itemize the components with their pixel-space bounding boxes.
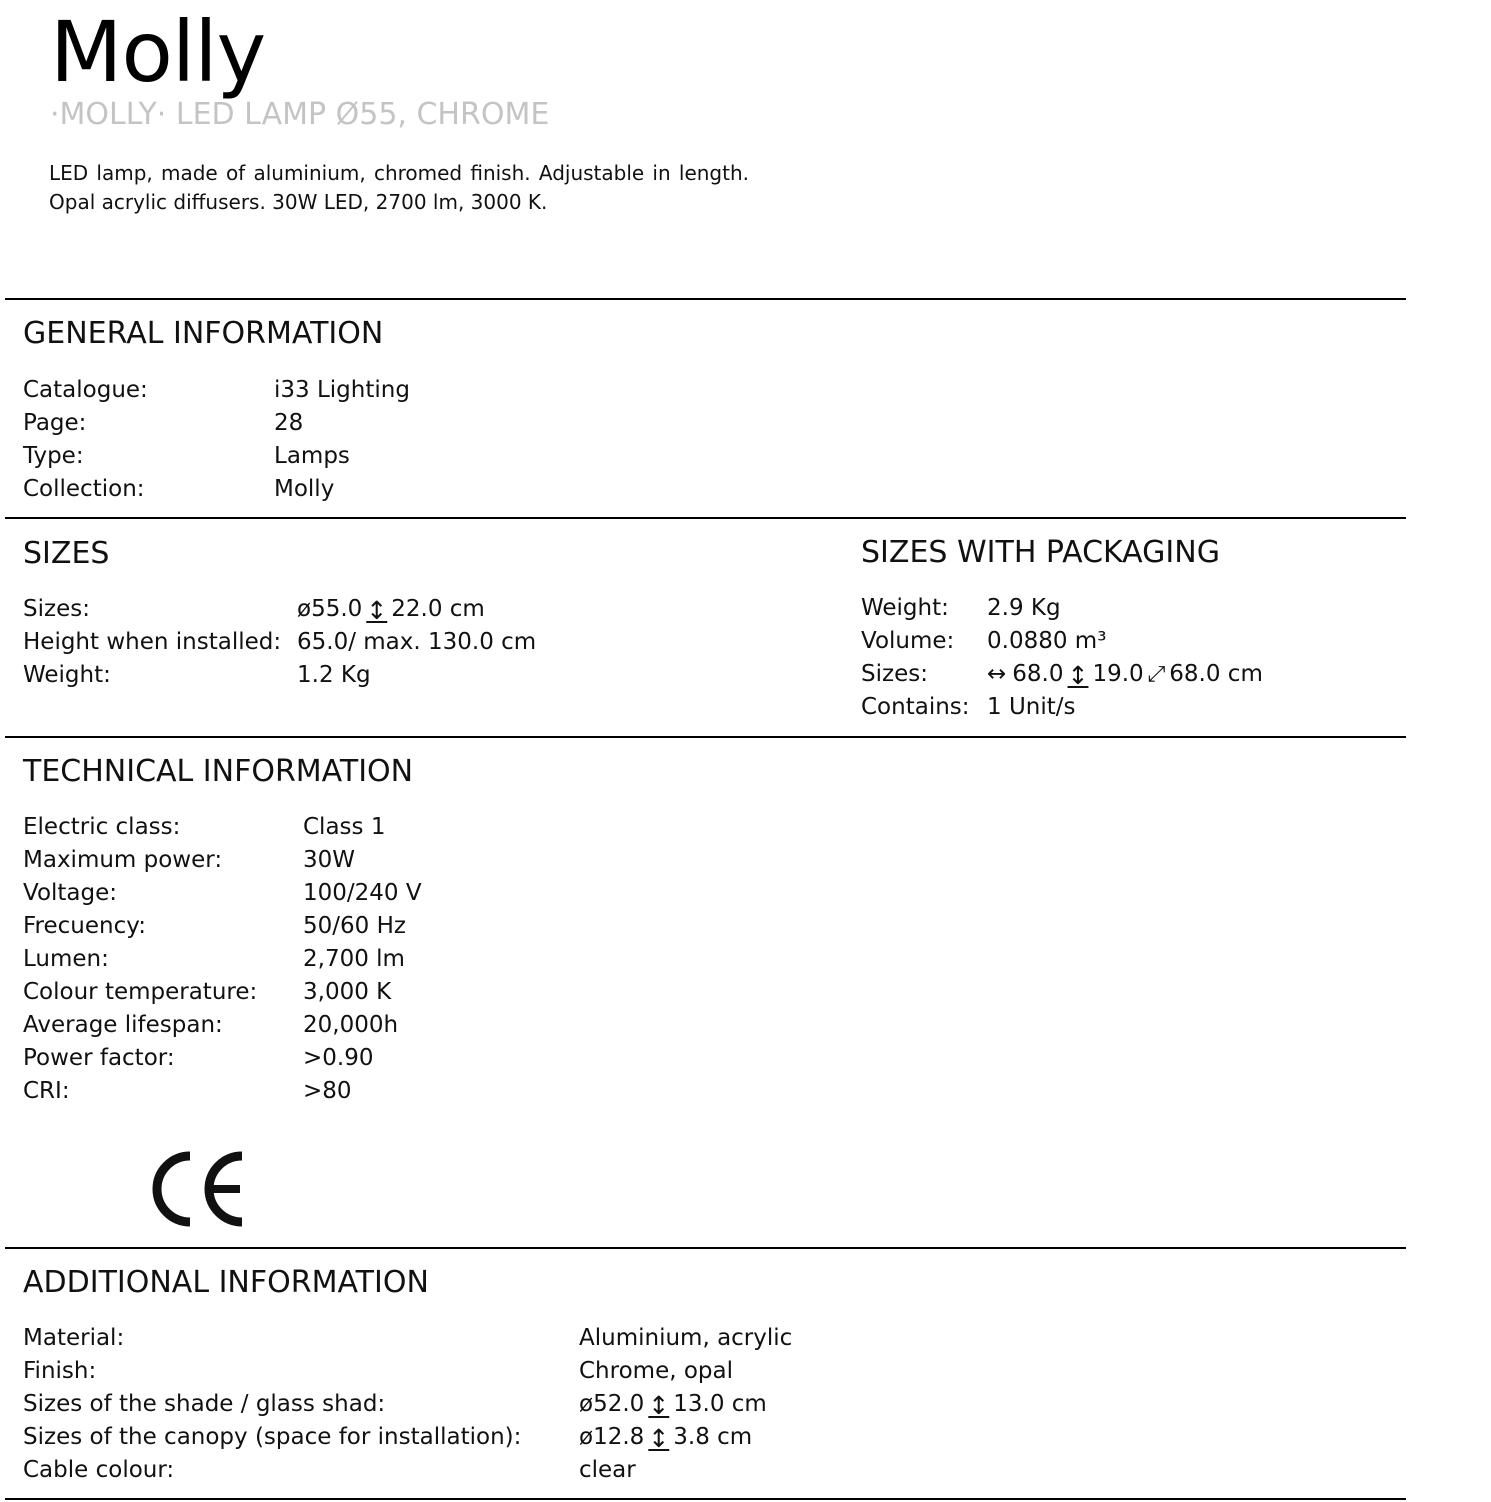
info-value: 100/240 V (303, 880, 422, 906)
info-value (579, 1388, 767, 1421)
info-label: Sizes: (861, 661, 928, 687)
info-label: Electric class: (23, 814, 181, 840)
packaging-heading: SIZES WITH PACKAGING (861, 535, 1220, 570)
info-value: Molly (274, 476, 335, 502)
section-divider (5, 1247, 1406, 1249)
info-row (23, 593, 536, 626)
info-label: Height when installed: (23, 629, 282, 655)
info-label: Cable colour: (23, 1457, 175, 1483)
info-row (23, 473, 410, 506)
height-value: 22.0 cm (391, 596, 485, 622)
product-subtitle: ·MOLLY· LED LAMP Ø55, CHROME (50, 97, 550, 132)
info-label: Sizes of the shade / glass shad: (23, 1391, 386, 1417)
ce-mark-icon (150, 1148, 250, 1230)
info-value: Aluminium, acrylic (579, 1325, 793, 1351)
info-value: 50/60 Hz (303, 913, 406, 939)
info-row (861, 625, 1263, 658)
info-label: Catalogue: (23, 377, 148, 403)
info-row (23, 1388, 792, 1421)
info-label: Voltage: (23, 880, 118, 906)
info-row (861, 592, 1263, 625)
info-row (23, 440, 410, 473)
diameter-value: ø55.0 (297, 596, 363, 622)
info-label: Lumen: (23, 946, 109, 972)
info-label: Volume: (861, 628, 955, 654)
info-label: Finish: (23, 1358, 97, 1384)
info-label: Sizes of the canopy (space for installation): (23, 1424, 522, 1450)
info-label: CRI: (23, 1078, 70, 1104)
sizes-heading: SIZES (23, 536, 110, 571)
height-value: 13.0 cm (673, 1391, 767, 1417)
info-row (23, 811, 422, 844)
info-label: Contains: (861, 694, 970, 720)
width-value: 68.0 (1012, 661, 1064, 687)
section-divider (5, 736, 1406, 738)
info-row (23, 976, 422, 1009)
depth-value: 68.0 cm (1169, 661, 1263, 687)
info-value: 0.0880 m³ (987, 628, 1107, 654)
info-value: 20,000h (303, 1012, 399, 1038)
info-row (861, 658, 1263, 691)
height-arrow-icon: ↕ (366, 596, 388, 625)
info-label: Frecuency: (23, 913, 146, 939)
height-arrow-icon: ↕ (1067, 661, 1089, 690)
product-description (49, 159, 749, 217)
info-value: Class 1 (303, 814, 386, 840)
info-value: 30W (303, 847, 356, 873)
info-value: clear (579, 1457, 636, 1483)
general-heading: GENERAL INFORMATION (23, 316, 384, 351)
description-line: Opal acrylic diffusers. 30W LED, 2700 lm, 3000 K. (49, 190, 548, 214)
width-arrow-icon: ↔ (987, 661, 1007, 687)
diameter-value: ø52.0 (579, 1391, 645, 1417)
height-value: 19.0 (1092, 661, 1144, 687)
info-value: 1.2 Kg (297, 662, 371, 688)
info-row (23, 943, 422, 976)
info-label: Sizes: (23, 596, 90, 622)
info-label: Maximum power: (23, 847, 223, 873)
info-label: Power factor: (23, 1045, 175, 1071)
info-row (23, 659, 536, 692)
description-line: LED lamp, made of aluminium, chromed finish. Adjustable in length. (49, 161, 749, 185)
info-label: Page: (23, 410, 87, 436)
technical-heading: TECHNICAL INFORMATION (23, 754, 414, 789)
section-divider (5, 1498, 1406, 1500)
info-row (23, 844, 422, 877)
info-row (23, 374, 410, 407)
info-row (861, 691, 1263, 724)
info-value (297, 593, 485, 626)
info-value: 65.0/ max. 130.0 cm (297, 629, 537, 655)
info-row (23, 1421, 792, 1454)
info-row (23, 1355, 792, 1388)
info-row (23, 1075, 422, 1108)
additional-list (23, 1322, 792, 1487)
info-value: 2.9 Kg (987, 595, 1061, 621)
info-row (23, 1042, 422, 1075)
height-arrow-icon: ↕ (648, 1391, 670, 1420)
depth-arrow-icon: ⤢ (1147, 662, 1166, 687)
info-label: Weight: (23, 662, 111, 688)
info-label: Collection: (23, 476, 145, 502)
additional-heading: ADDITIONAL INFORMATION (23, 1265, 429, 1300)
info-label: Colour temperature: (23, 979, 258, 1005)
general-info-list (23, 374, 410, 506)
info-value: >0.90 (303, 1045, 374, 1071)
info-value: Chrome, opal (579, 1358, 733, 1384)
info-value: Lamps (274, 443, 350, 469)
info-value: 3,000 K (303, 979, 392, 1005)
info-value (579, 1421, 752, 1454)
info-row (23, 1322, 792, 1355)
info-row (23, 1454, 792, 1487)
info-value: i33 Lighting (274, 377, 410, 403)
diameter-value: ø12.8 (579, 1424, 645, 1450)
packaging-list (861, 592, 1263, 724)
info-value: 2,700 lm (303, 946, 405, 972)
info-label: Weight: (861, 595, 949, 621)
section-divider (5, 517, 1406, 519)
section-divider (5, 298, 1406, 300)
info-label: Average lifespan: (23, 1012, 223, 1038)
info-row (23, 407, 410, 440)
info-value: 28 (274, 410, 304, 436)
height-arrow-icon: ↕ (648, 1424, 670, 1453)
height-value: 3.8 cm (673, 1424, 753, 1450)
product-title: Molly (50, 3, 266, 101)
info-value: 1 Unit/s (987, 694, 1076, 720)
info-row (23, 877, 422, 910)
info-value (987, 658, 1263, 691)
info-value: >80 (303, 1078, 352, 1104)
info-row (23, 910, 422, 943)
info-label: Material: (23, 1325, 125, 1351)
info-row (23, 1009, 422, 1042)
info-row (23, 626, 536, 659)
info-label: Type: (23, 443, 84, 469)
technical-list (23, 811, 422, 1108)
sizes-list (23, 593, 536, 692)
